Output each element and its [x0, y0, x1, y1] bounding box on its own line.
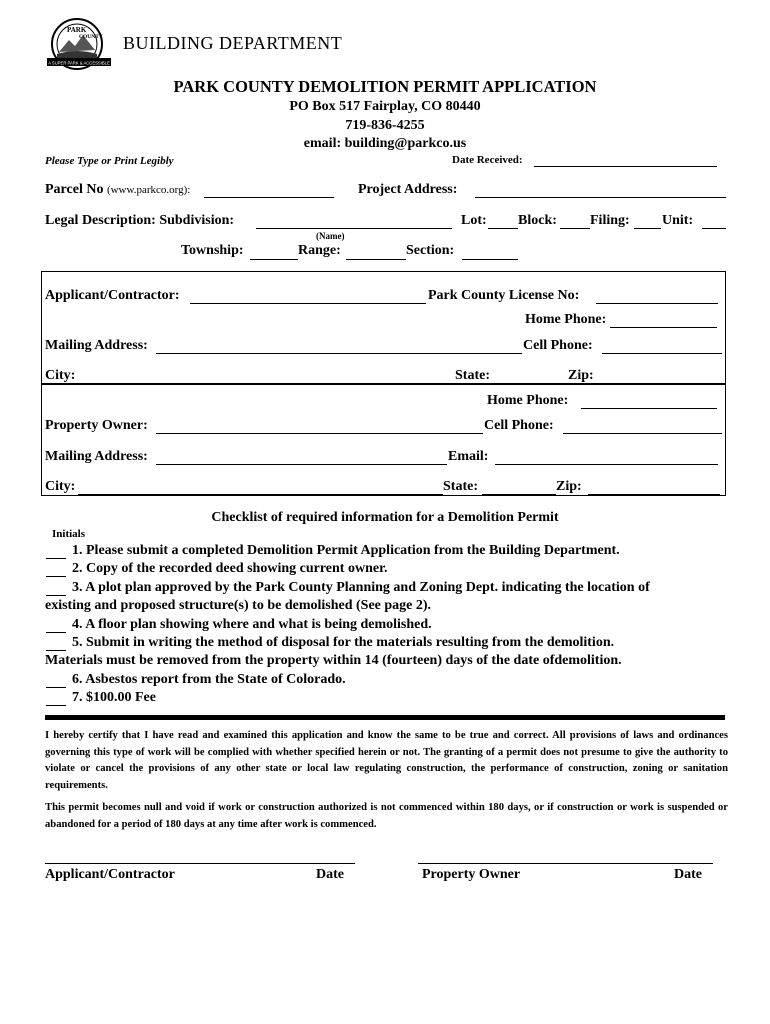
township-field[interactable]	[250, 259, 298, 260]
applicant-contractor-field[interactable]	[190, 303, 426, 304]
license-label: Park County License No:	[428, 288, 580, 303]
owner-state-label: State:	[443, 479, 478, 494]
initials-field-2[interactable]	[46, 576, 66, 577]
initials-field-4[interactable]	[46, 632, 66, 633]
owner-state-field[interactable]	[482, 494, 556, 495]
name-note: (Name)	[316, 231, 345, 241]
lot-field[interactable]	[488, 228, 518, 229]
applicant-zip-label: Zip:	[568, 368, 594, 383]
owner-mailing-address-field[interactable]	[156, 464, 447, 465]
applicant-signature-line[interactable]	[45, 863, 355, 864]
section-divider	[45, 715, 725, 720]
unit-label: Unit:	[662, 213, 694, 228]
property-owner-label: Property Owner:	[45, 418, 148, 433]
applicant-city-label: City:	[45, 368, 76, 383]
owner-date-label: Date	[674, 867, 702, 882]
department-title: BUILDING DEPARTMENT	[123, 33, 343, 53]
legal-description-label: Legal Description: Subdivision:	[45, 213, 235, 228]
null-void-paragraph: This permit becomes null and void if work or construction authorized is not commenced within 180 days, or if construction or work is suspended or abandoned for a period of 180 days at any time after work is commenced.	[45, 802, 728, 830]
applicant-state-label: State:	[455, 368, 490, 383]
initials-field-6[interactable]	[46, 687, 66, 688]
office-address: PO Box 517 Fairplay, CO 80440	[289, 99, 481, 114]
date-received-label: Date Received:	[452, 154, 523, 166]
owner-signature-label: Property Owner	[422, 867, 521, 882]
owner-home-phone-label: Home Phone:	[487, 393, 569, 408]
owner-email-field[interactable]	[495, 464, 718, 465]
initials-field-3[interactable]	[46, 595, 66, 596]
license-field[interactable]	[596, 303, 718, 304]
unit-field[interactable]	[702, 228, 726, 229]
checklist-item-2: 2. Copy of the recorded deed showing current owner.	[72, 561, 388, 576]
checklist-item-4: 4. A floor plan showing where and what is being demolished.	[72, 617, 432, 632]
applicant-mailing-address-field[interactable]	[156, 353, 522, 354]
owner-zip-label: Zip:	[556, 479, 582, 494]
applicant-date-label: Date	[316, 867, 344, 882]
applicant-home-phone-field[interactable]	[610, 327, 717, 328]
applicant-cell-phone-label: Cell Phone:	[523, 338, 593, 353]
owner-home-phone-field[interactable]	[581, 408, 717, 409]
svg-text:PARK: PARK	[67, 26, 87, 34]
logo-banner-text: A SUPER PARK & ACCESSIBLE	[48, 60, 110, 66]
owner-signature-line[interactable]	[418, 863, 713, 864]
office-phone: 719-836-4255	[345, 118, 425, 133]
range-field[interactable]	[346, 259, 406, 260]
initials-field-5[interactable]	[46, 650, 66, 651]
initials-field-1[interactable]	[46, 558, 66, 559]
applicant-signature-label: Applicant/Contractor	[45, 867, 175, 882]
print-note: Please Type or Print Legibly	[45, 155, 174, 167]
owner-cell-phone-label: Cell Phone:	[484, 418, 554, 433]
checklist-item-3: 3. A plot plan approved by the Park County Planning and Zoning Dept. indicating the location of	[72, 580, 650, 595]
svg-text:COUNTY: COUNTY	[79, 34, 103, 40]
certification-paragraph: I hereby certify that I have read and examined this application and know the same to be true and correct. All provisions of laws and ordinances governing this type of work will be complied with whether specified herein or not. The granting of a permit does not presume to give the authority to violate or cancel the provisions of any other state or local law regulating construction, the performance of construction, zoning or sanitation requirements.	[45, 730, 728, 791]
block-label: Block:	[518, 213, 557, 228]
applicant-cell-phone-field[interactable]	[602, 353, 722, 354]
parcel-label: Parcel No (www.parkco.org):	[45, 182, 191, 197]
checklist-item-6: 6. Asbestos report from the State of Colorado.	[72, 672, 346, 687]
checklist-item-5-continued: Materials must be removed from the property within 14 (fourteen) days of the date ofdemolition.	[45, 653, 622, 668]
initials-field-7[interactable]	[46, 705, 66, 706]
project-address-field[interactable]	[475, 197, 726, 198]
owner-zip-field[interactable]	[588, 494, 720, 495]
applicant-home-phone-label: Home Phone:	[525, 312, 607, 327]
owner-city-field[interactable]	[78, 494, 443, 495]
owner-cell-phone-field[interactable]	[563, 433, 722, 434]
parcel-field[interactable]	[204, 197, 334, 198]
applicant-city-state-zip-line[interactable]	[42, 383, 725, 385]
checklist-item-7: 7. $100.00 Fee	[72, 690, 156, 705]
lot-label: Lot:	[461, 213, 487, 228]
block-field[interactable]	[560, 228, 590, 229]
subdivision-field[interactable]	[256, 228, 452, 229]
section-field[interactable]	[462, 259, 518, 260]
form-title: PARK COUNTY DEMOLITION PERMIT APPLICATION	[173, 77, 597, 96]
property-owner-field[interactable]	[156, 433, 483, 434]
checklist-item-5: 5. Submit in writing the method of disposal for the materials resulting from the demolition.	[72, 635, 615, 650]
section-label: Section:	[406, 243, 455, 258]
checklist-title: Checklist of required information for a Demolition Permit	[211, 510, 559, 525]
applicant-contractor-label: Applicant/Contractor:	[45, 288, 180, 303]
office-email: email: building@parkco.us	[303, 136, 467, 151]
township-label: Township:	[181, 243, 244, 258]
project-address-label: Project Address:	[358, 182, 458, 197]
filing-label: Filing:	[590, 213, 630, 228]
checklist-item-1: 1. Please submit a completed Demolition Permit Application from the Building Department.	[72, 543, 620, 558]
applicant-mailing-address-label: Mailing Address:	[45, 338, 148, 353]
checklist-item-3-continued: existing and proposed structure(s) to be demolished (See page 2).	[45, 598, 432, 613]
range-label: Range:	[298, 243, 341, 258]
owner-email-label: Email:	[448, 449, 489, 464]
date-received-field[interactable]	[534, 166, 717, 167]
park-county-logo	[45, 18, 115, 72]
owner-mailing-address-label: Mailing Address:	[45, 449, 148, 464]
filing-field[interactable]	[634, 228, 661, 229]
owner-city-label: City:	[45, 479, 76, 494]
initials-label: Initials	[52, 528, 86, 540]
